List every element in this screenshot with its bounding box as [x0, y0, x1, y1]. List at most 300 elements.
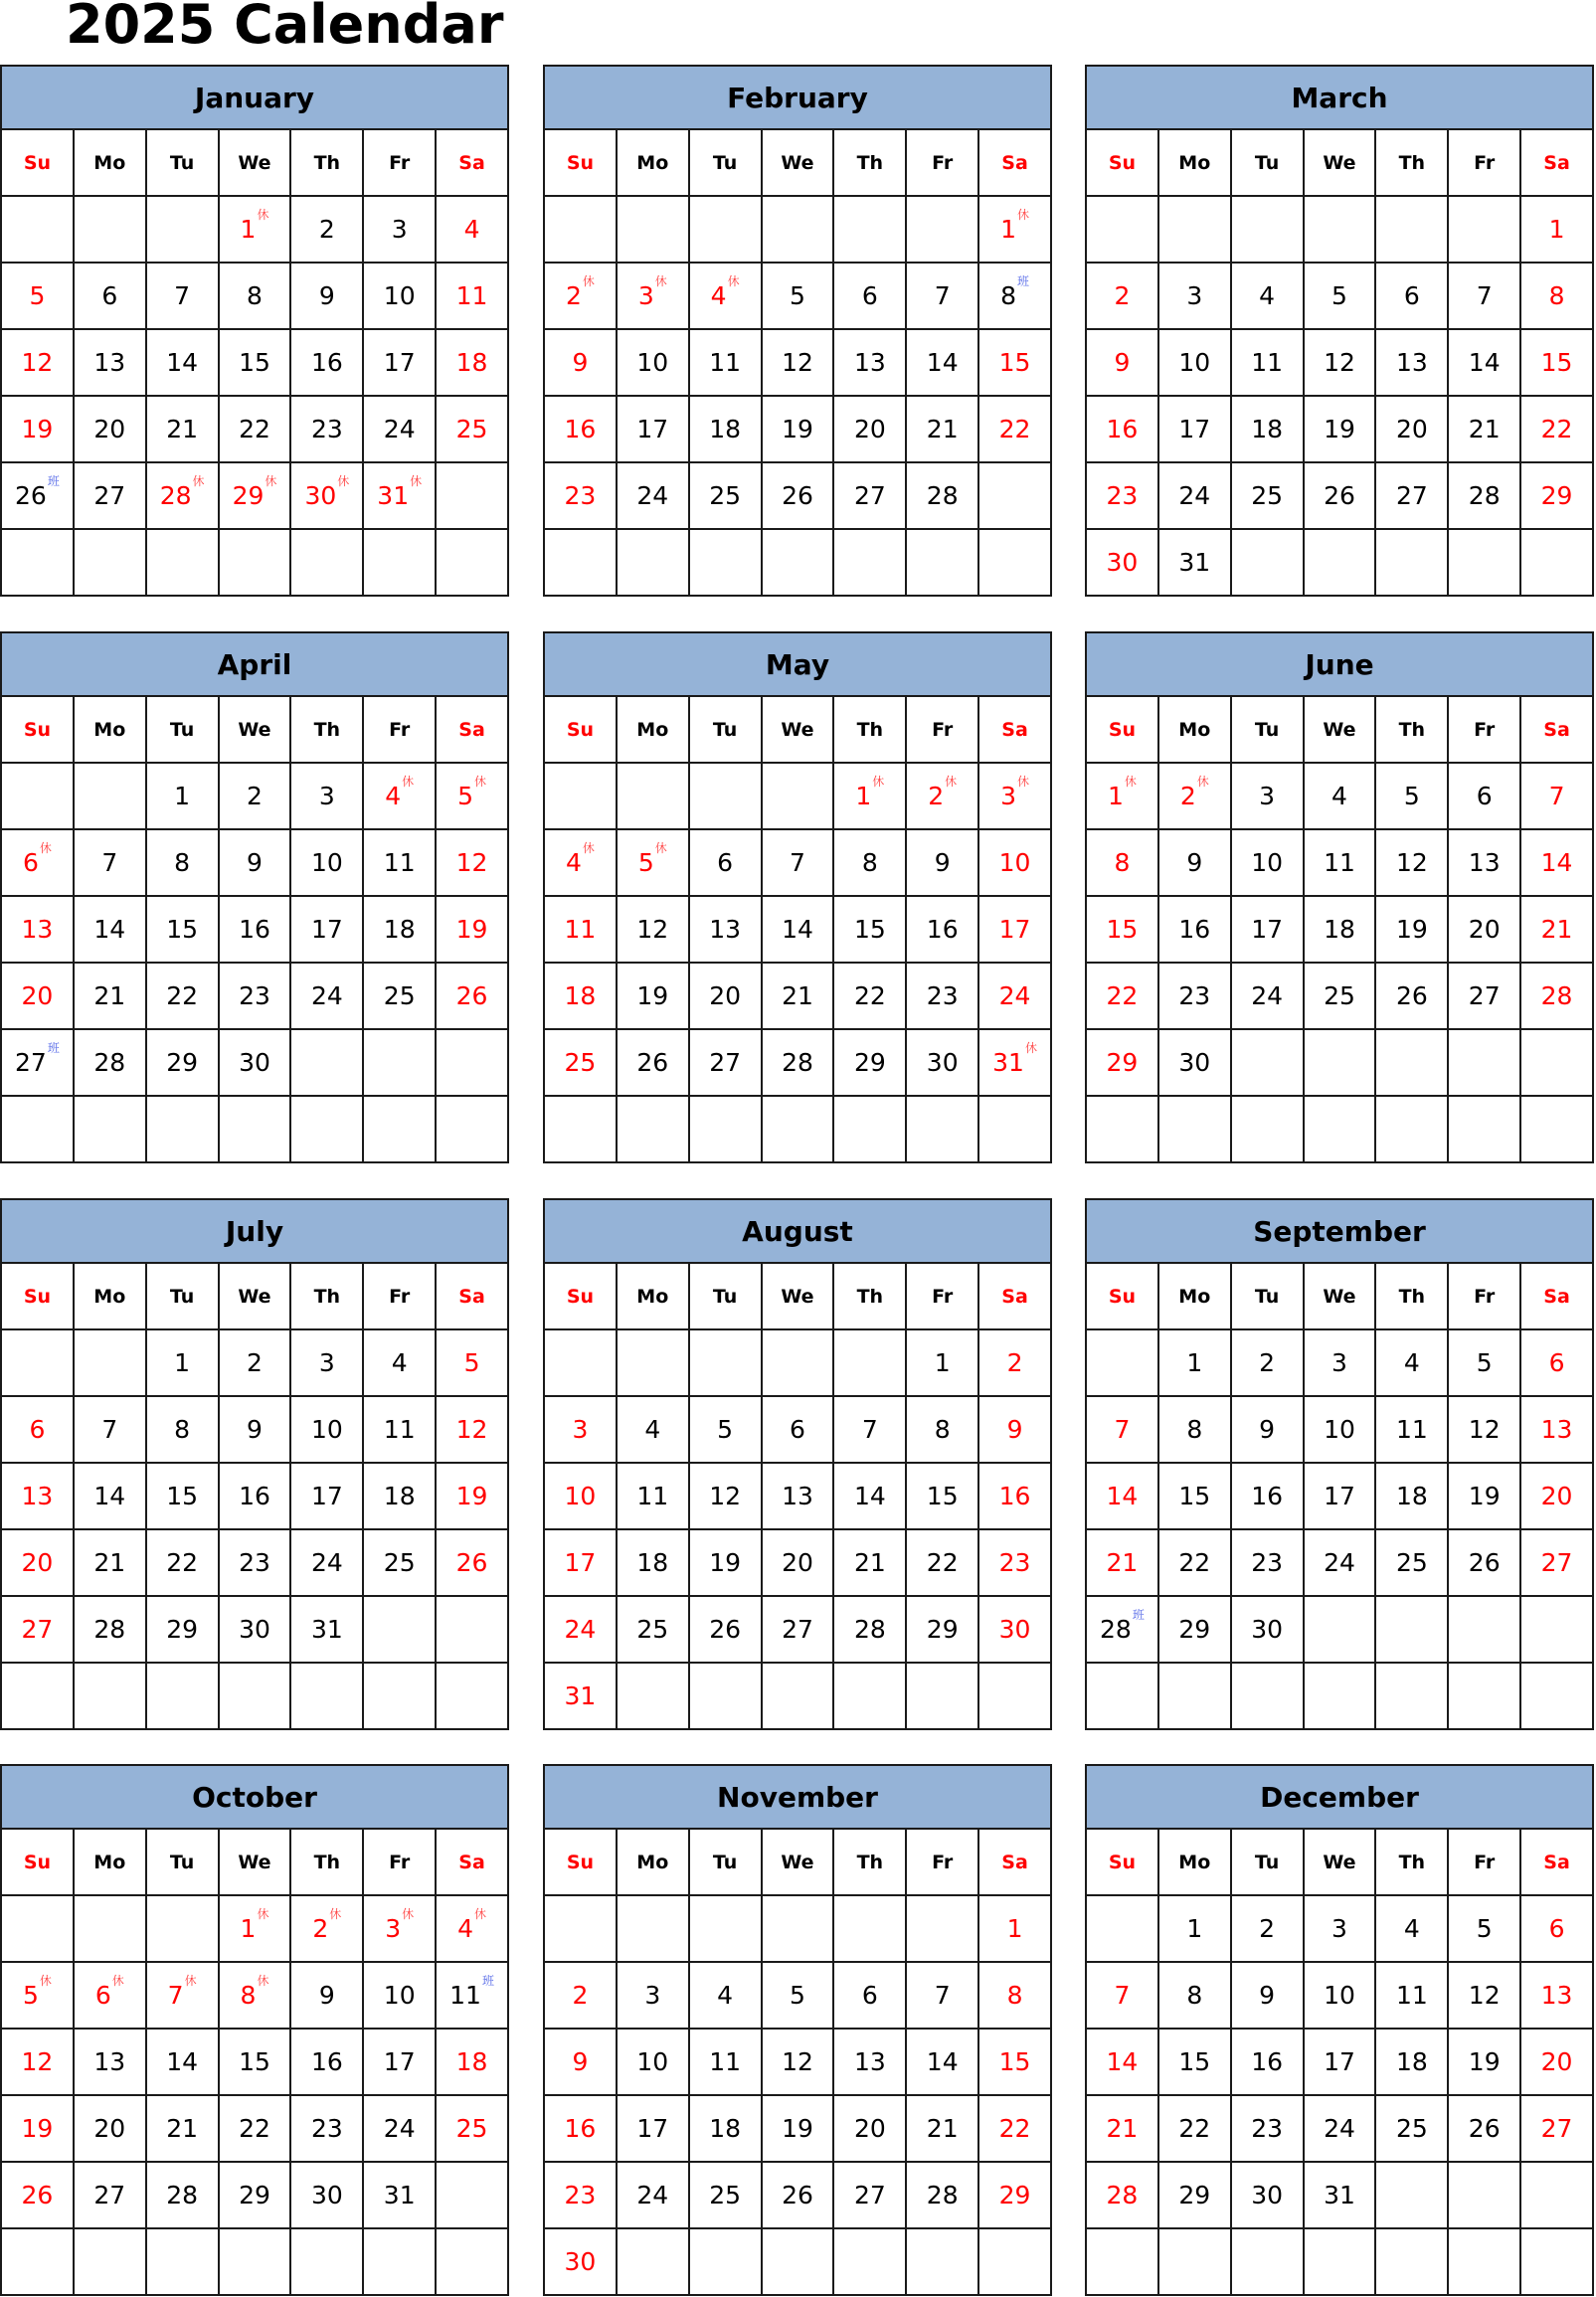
- day-cell: [763, 1597, 835, 1664]
- day-cell: [979, 897, 1052, 964]
- day-cell: [1305, 397, 1377, 463]
- day-number: 31: [383, 2181, 416, 2209]
- empty-cell: [834, 1330, 907, 1397]
- day-cell: [147, 1330, 220, 1397]
- day-cell: [147, 397, 220, 463]
- month-grid: [543, 130, 1052, 597]
- day-cell: [618, 1530, 690, 1597]
- day-number: 15: [239, 348, 270, 377]
- day-number: 8: [934, 1415, 951, 1444]
- day-number: 20: [21, 981, 54, 1010]
- empty-cell: [1305, 530, 1377, 597]
- weekday-header: Th: [1376, 130, 1449, 197]
- day-cell: [1159, 897, 1232, 964]
- holiday-rest-mark: 休: [654, 274, 667, 288]
- day-cell: [1159, 2096, 1232, 2163]
- day-cell: [618, 1464, 690, 1530]
- day-cell: [690, 1464, 763, 1530]
- weekday-header: Sa: [979, 697, 1052, 764]
- day-number: 9: [1006, 1415, 1023, 1444]
- holiday-rest-mark: 休: [1017, 775, 1030, 789]
- day-cell: [1159, 1963, 1232, 2030]
- weekday-header: Sa: [437, 1264, 509, 1330]
- day-number: 12: [1468, 1981, 1501, 2010]
- day-number: 19: [21, 415, 54, 443]
- day-cell: [545, 2030, 618, 2096]
- day-number: 11: [383, 848, 416, 877]
- day-cell: [618, 964, 690, 1030]
- empty-cell: [1376, 1664, 1449, 1730]
- day-number: 6: [861, 281, 878, 310]
- day-cell: [291, 1464, 364, 1530]
- day-number: 12: [782, 348, 813, 377]
- day-number: 19: [1395, 915, 1428, 944]
- empty-cell: [763, 1896, 835, 1963]
- day-cell: [618, 830, 690, 897]
- day-number: 28 休: [159, 474, 205, 510]
- day-number: 21: [782, 981, 813, 1010]
- day-cell: [1521, 463, 1594, 530]
- weekday-header: Fr: [364, 697, 437, 764]
- day-cell: [437, 1397, 509, 1464]
- weekday-header: Mo: [1159, 697, 1232, 764]
- empty-cell: [834, 1097, 907, 1163]
- empty-cell: [2, 2229, 75, 2296]
- day-number: 13: [1540, 1415, 1573, 1444]
- day-cell: [834, 1397, 907, 1464]
- day-cell: [1159, 764, 1232, 830]
- empty-cell: [1305, 2229, 1377, 2296]
- day-number: 29: [853, 1048, 886, 1077]
- day-number: 31: [564, 1681, 597, 1710]
- day-number: 25: [564, 1048, 597, 1077]
- day-cell: [907, 463, 979, 530]
- day-number: 10: [383, 281, 416, 310]
- day-number: 29: [1178, 1615, 1211, 1644]
- day-number: 6: [1548, 1914, 1565, 1943]
- day-cell: [75, 463, 147, 530]
- day-number: 9: [572, 348, 589, 377]
- day-cell: [364, 197, 437, 264]
- empty-cell: [1159, 197, 1232, 264]
- weekday-header: Su: [545, 697, 618, 764]
- empty-cell: [690, 764, 763, 830]
- day-cell: [763, 1030, 835, 1097]
- day-number: 24: [1324, 1548, 1355, 1577]
- day-cell: [291, 1963, 364, 2030]
- day-cell: [1449, 330, 1521, 397]
- day-cell: [1449, 1963, 1521, 2030]
- weekday-header: Fr: [364, 1264, 437, 1330]
- weekday-header: Sa: [1521, 1830, 1594, 1896]
- day-cell: [1159, 463, 1232, 530]
- day-number: 28: [1468, 481, 1501, 510]
- day-number: 3: [391, 215, 408, 244]
- day-number: 4: [644, 1415, 661, 1444]
- holiday-rest-mark: 休: [402, 1907, 415, 1921]
- day-cell: [1376, 2030, 1449, 2096]
- page-title: 2025 Calendar: [66, 0, 504, 56]
- day-number: 1: [1006, 1914, 1023, 1943]
- day-cell: [1305, 1464, 1377, 1530]
- empty-cell: [1376, 1097, 1449, 1163]
- day-cell: [1232, 764, 1305, 830]
- day-number: 2: [1006, 1348, 1023, 1377]
- day-number: 12: [455, 1415, 488, 1444]
- day-cell: [834, 897, 907, 964]
- day-number: 20: [93, 2114, 126, 2143]
- day-number: 14: [93, 915, 126, 944]
- empty-cell: [618, 1097, 690, 1163]
- day-cell: [147, 2096, 220, 2163]
- day-cell: [220, 897, 292, 964]
- day-cell: [690, 2096, 763, 2163]
- day-number: 24: [636, 481, 669, 510]
- month-title: September: [1085, 1198, 1594, 1264]
- month-grid: [1085, 1830, 1594, 2296]
- weekday-header: Th: [1376, 697, 1449, 764]
- day-number: 29: [1540, 481, 1573, 510]
- day-cell: [763, 897, 835, 964]
- day-number: 14: [853, 1482, 886, 1510]
- empty-cell: [1159, 1097, 1232, 1163]
- day-cell: [1449, 1530, 1521, 1597]
- weekday-header: Mo: [75, 130, 147, 197]
- day-cell: [2, 1530, 75, 1597]
- empty-cell: [907, 530, 979, 597]
- weekday-header: Tu: [147, 1264, 220, 1330]
- day-cell: [545, 2096, 618, 2163]
- day-cell: [437, 830, 509, 897]
- empty-cell: [1159, 2229, 1232, 2296]
- day-cell: [1376, 397, 1449, 463]
- day-number: 15: [1540, 348, 1573, 377]
- weekday-header: Th: [834, 1830, 907, 1896]
- day-number: 6: [1403, 281, 1420, 310]
- day-cell: [1159, 530, 1232, 597]
- day-cell: [834, 397, 907, 463]
- empty-cell: [545, 764, 618, 830]
- day-cell: [1305, 463, 1377, 530]
- holiday-rest-mark: 休: [1124, 775, 1137, 789]
- weekday-header: Tu: [1232, 1830, 1305, 1896]
- day-cell: [1232, 897, 1305, 964]
- day-number: 13: [782, 1482, 813, 1510]
- weekday-header: Th: [834, 697, 907, 764]
- day-cell: [763, 264, 835, 330]
- month-november: [543, 1764, 1052, 2296]
- day-number: 6: [1476, 782, 1493, 810]
- empty-cell: [437, 1030, 509, 1097]
- weekday-header: Su: [1087, 697, 1159, 764]
- empty-cell: [291, 1030, 364, 1097]
- weekday-header: Fr: [1449, 1264, 1521, 1330]
- day-cell: [364, 1464, 437, 1530]
- day-number: 27: [21, 1615, 54, 1644]
- holiday-rest-mark: 休: [39, 841, 52, 855]
- day-cell: [2, 2030, 75, 2096]
- day-cell: [220, 1030, 292, 1097]
- day-cell: [75, 330, 147, 397]
- day-cell: [291, 1597, 364, 1664]
- day-cell: [1232, 2096, 1305, 2163]
- weekday-header: Mo: [1159, 1830, 1232, 1896]
- empty-cell: [1449, 1097, 1521, 1163]
- day-number: 26: [1468, 1548, 1501, 1577]
- day-cell: [979, 1464, 1052, 1530]
- day-number: 9: [247, 1415, 263, 1444]
- empty-cell: [2, 764, 75, 830]
- day-number: 11: [709, 348, 742, 377]
- day-number: 3: [1186, 281, 1203, 310]
- empty-cell: [1521, 1030, 1594, 1097]
- day-number: 5: [29, 281, 46, 310]
- empty-cell: [75, 530, 147, 597]
- day-cell: [979, 330, 1052, 397]
- holiday-rest-mark: 休: [257, 1907, 269, 1921]
- empty-cell: [618, 530, 690, 597]
- empty-cell: [1521, 2163, 1594, 2229]
- day-number: 6: [1548, 1348, 1565, 1377]
- day-number: 11: [709, 2047, 742, 2076]
- empty-cell: [1087, 197, 1159, 264]
- day-number: 15: [926, 1482, 959, 1510]
- day-number: 3: [318, 782, 335, 810]
- day-number: 5: [717, 1415, 734, 1444]
- empty-cell: [1521, 530, 1594, 597]
- day-number: 8: [1186, 1415, 1203, 1444]
- day-number: 11: [564, 915, 597, 944]
- day-cell: [291, 1896, 364, 1963]
- day-cell: [291, 764, 364, 830]
- day-cell: [1376, 1963, 1449, 2030]
- day-number: 25: [709, 481, 742, 510]
- day-cell: [1232, 1963, 1305, 2030]
- day-cell: [1376, 2096, 1449, 2163]
- day-cell: [763, 463, 835, 530]
- day-number: 2: [318, 215, 335, 244]
- day-cell: [220, 764, 292, 830]
- day-cell: [291, 463, 364, 530]
- day-cell: [1305, 2030, 1377, 2096]
- day-number: 5: [1403, 782, 1420, 810]
- day-number: 3: [572, 1415, 589, 1444]
- holiday-rest-mark: 休: [337, 474, 350, 488]
- day-cell: [1087, 1963, 1159, 2030]
- day-number: 30: [926, 1048, 959, 1077]
- day-number: 4: [463, 215, 480, 244]
- day-number: 18: [1324, 915, 1355, 944]
- day-cell: [364, 830, 437, 897]
- day-number: 5 休: [22, 1974, 52, 2010]
- empty-cell: [1449, 2229, 1521, 2296]
- day-number: 2 休: [928, 775, 958, 810]
- month-october: [0, 1764, 509, 2296]
- day-number: 15: [166, 1482, 199, 1510]
- empty-cell: [364, 1664, 437, 1730]
- day-cell: [1159, 1030, 1232, 1097]
- day-cell: [907, 1330, 979, 1397]
- empty-cell: [690, 1896, 763, 1963]
- day-cell: [834, 964, 907, 1030]
- day-number: 16: [1251, 2047, 1284, 2076]
- weekday-header: Su: [545, 130, 618, 197]
- day-number: 2: [1259, 1914, 1276, 1943]
- weekday-header: Tu: [1232, 130, 1305, 197]
- day-cell: [220, 264, 292, 330]
- month-january: [0, 65, 509, 597]
- day-cell: [1305, 2163, 1377, 2229]
- day-cell: [75, 964, 147, 1030]
- day-number: 18: [564, 981, 597, 1010]
- day-cell: [291, 197, 364, 264]
- day-cell: [75, 897, 147, 964]
- day-cell: [437, 1330, 509, 1397]
- day-cell: [907, 1597, 979, 1664]
- day-cell: [147, 1397, 220, 1464]
- empty-cell: [364, 1597, 437, 1664]
- day-number: 27: [93, 481, 126, 510]
- day-cell: [1232, 2030, 1305, 2096]
- day-cell: [1376, 897, 1449, 964]
- day-number: 22: [1540, 415, 1573, 443]
- weekday-header: Mo: [75, 1830, 147, 1896]
- holiday-rest-mark: 休: [654, 841, 667, 855]
- day-number: 21: [1540, 915, 1573, 944]
- weekday-header: Th: [291, 130, 364, 197]
- empty-cell: [545, 197, 618, 264]
- empty-cell: [364, 2229, 437, 2296]
- day-cell: [220, 964, 292, 1030]
- day-number: 17: [998, 915, 1031, 944]
- day-number: 6: [790, 1415, 805, 1444]
- day-number: 20: [1540, 2047, 1573, 2076]
- empty-cell: [618, 1664, 690, 1730]
- day-number: 8: [247, 281, 263, 310]
- day-cell: [364, 964, 437, 1030]
- day-cell: [364, 897, 437, 964]
- day-cell: [1376, 1464, 1449, 1530]
- weekday-header: Tu: [690, 1264, 763, 1330]
- day-cell: [834, 1030, 907, 1097]
- day-number: 22: [853, 981, 886, 1010]
- day-cell: [2, 1963, 75, 2030]
- day-number: 25: [1395, 2114, 1428, 2143]
- empty-cell: [75, 1097, 147, 1163]
- day-cell: [220, 397, 292, 463]
- day-number: 23: [310, 2114, 343, 2143]
- weekday-header: Sa: [1521, 130, 1594, 197]
- weekday-header: Mo: [618, 130, 690, 197]
- day-cell: [1305, 964, 1377, 1030]
- day-number: 10: [564, 1482, 597, 1510]
- weekday-header: Sa: [979, 130, 1052, 197]
- day-cell: [979, 764, 1052, 830]
- holiday-rest-mark: 休: [184, 1974, 197, 1988]
- day-number: 15: [853, 915, 886, 944]
- day-number: 14: [166, 348, 199, 377]
- day-cell: [907, 2163, 979, 2229]
- day-number: 31: [310, 1615, 343, 1644]
- day-cell: [545, 2229, 618, 2296]
- day-number: 12: [1395, 848, 1428, 877]
- month-title: June: [1085, 631, 1594, 697]
- day-number: 22: [166, 1548, 199, 1577]
- empty-cell: [907, 1896, 979, 1963]
- day-cell: [220, 2096, 292, 2163]
- weekday-header: We: [763, 1830, 835, 1896]
- day-number: 15: [1178, 2047, 1211, 2076]
- month-grid: [0, 697, 509, 1163]
- day-number: 26: [455, 981, 488, 1010]
- empty-cell: [437, 1597, 509, 1664]
- empty-cell: [437, 2163, 509, 2229]
- day-cell: [763, 397, 835, 463]
- day-cell: [690, 2030, 763, 2096]
- empty-cell: [437, 2229, 509, 2296]
- day-cell: [1305, 897, 1377, 964]
- day-cell: [147, 2030, 220, 2096]
- day-cell: [907, 1464, 979, 1530]
- day-number: 20: [1395, 415, 1428, 443]
- holiday-rest-mark: 休: [1024, 1041, 1037, 1055]
- empty-cell: [545, 1896, 618, 1963]
- empty-cell: [1521, 1097, 1594, 1163]
- day-cell: [75, 2030, 147, 2096]
- weekday-header: Th: [291, 697, 364, 764]
- day-cell: [545, 1464, 618, 1530]
- month-september: [1085, 1198, 1594, 1730]
- weekday-header: Th: [834, 1264, 907, 1330]
- day-cell: [1449, 1464, 1521, 1530]
- day-cell: [834, 2030, 907, 2096]
- day-cell: [437, 197, 509, 264]
- holiday-rest-mark: 休: [257, 208, 269, 222]
- weekday-header: Fr: [1449, 1830, 1521, 1896]
- day-cell: [147, 1030, 220, 1097]
- empty-cell: [1376, 530, 1449, 597]
- day-number: 30 休: [304, 474, 350, 510]
- day-number: 30: [1106, 548, 1139, 577]
- day-number: 24: [383, 2114, 416, 2143]
- day-cell: [1087, 2163, 1159, 2229]
- day-cell: [2, 2096, 75, 2163]
- day-number: 30: [998, 1615, 1031, 1644]
- day-number: 20: [853, 2114, 886, 2143]
- day-cell: [75, 1397, 147, 1464]
- day-cell: [220, 1464, 292, 1530]
- day-number: 22: [239, 2114, 270, 2143]
- day-number: 19: [1468, 2047, 1501, 2076]
- day-number: 2: [572, 1981, 589, 2010]
- day-number: 23: [1106, 481, 1139, 510]
- day-number: 25: [1395, 1548, 1428, 1577]
- day-cell: [1232, 397, 1305, 463]
- day-number: 28: [926, 481, 959, 510]
- day-number: 23: [239, 1548, 270, 1577]
- holiday-rest-mark: 休: [410, 474, 423, 488]
- month-title: February: [543, 65, 1052, 130]
- day-number: 5 休: [457, 775, 487, 810]
- day-cell: [545, 830, 618, 897]
- day-cell: [1521, 764, 1594, 830]
- day-number: 23: [239, 981, 270, 1010]
- empty-cell: [1232, 530, 1305, 597]
- weekday-header: Su: [2, 1830, 75, 1896]
- day-number: 8 班: [1000, 274, 1030, 310]
- day-number: 16: [564, 415, 597, 443]
- day-cell: [75, 1963, 147, 2030]
